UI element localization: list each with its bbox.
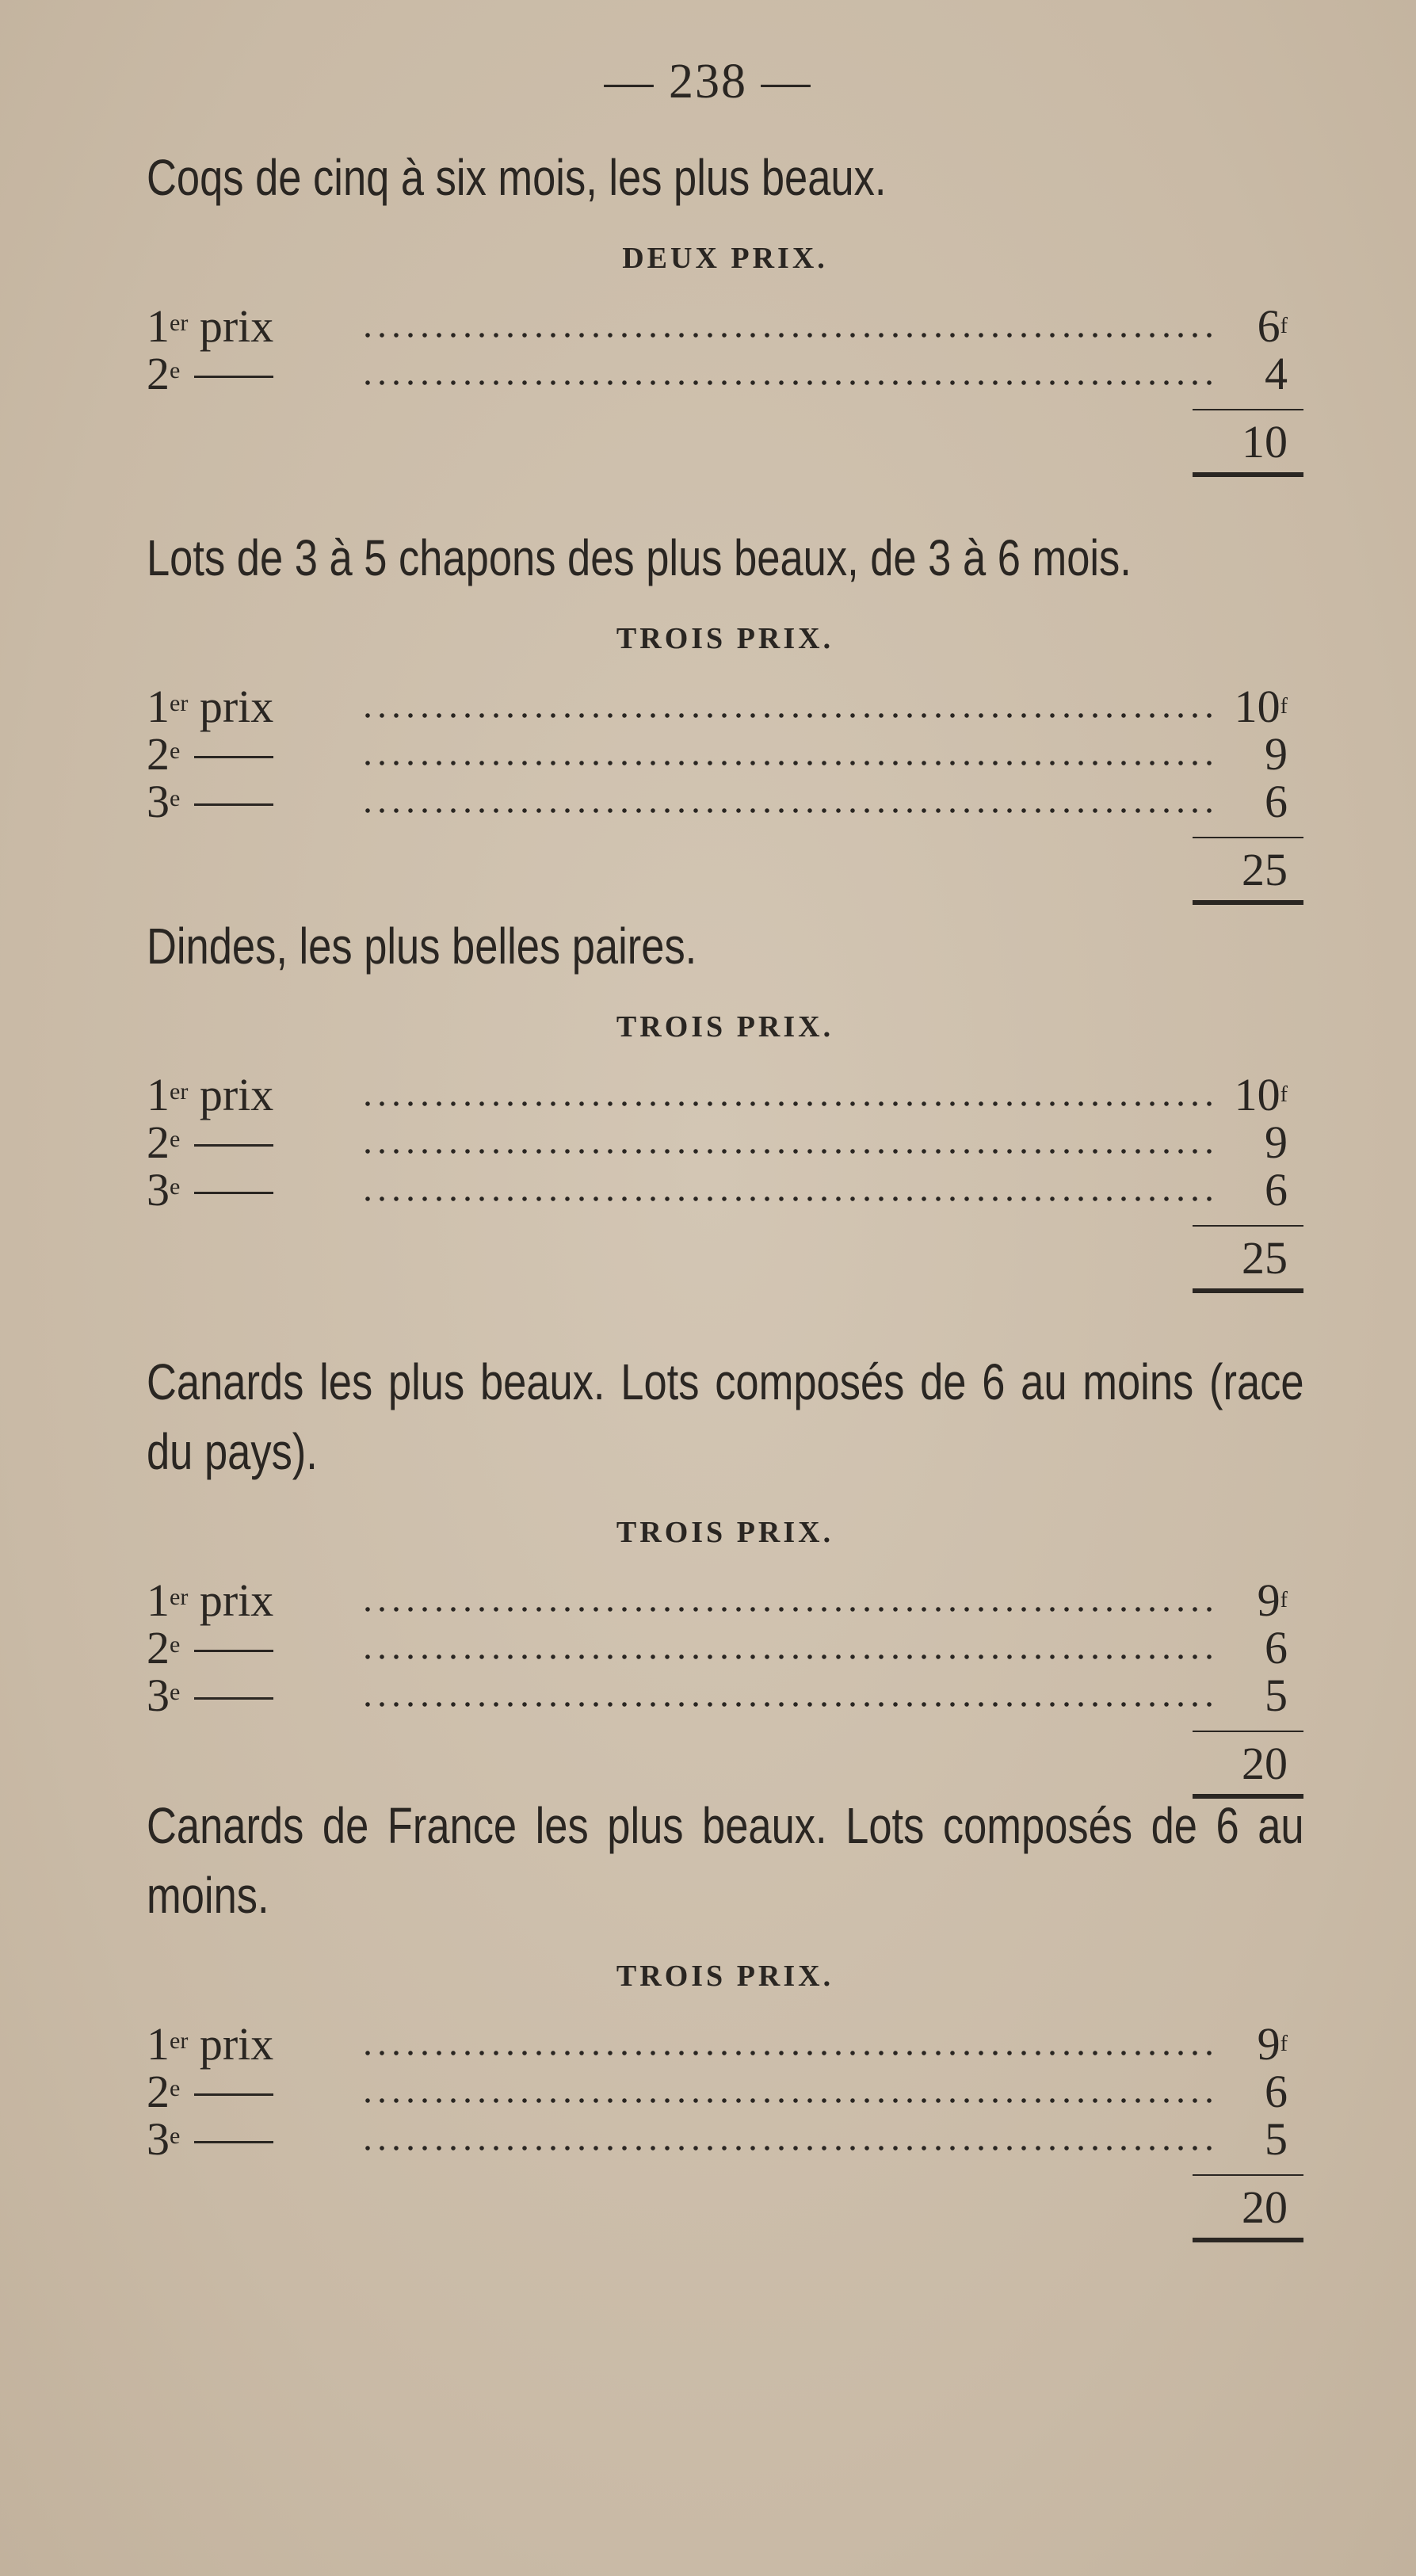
dot-leader: [361, 331, 1220, 339]
ditto-dash: [194, 2093, 273, 2096]
ditto-dash: [194, 756, 273, 758]
dot-leader: [361, 379, 1220, 387]
section-subheading: TROIS PRIX.: [616, 1516, 834, 1549]
section-heading: Lots de 3 à 5 chapons des plus beaux, de 3 à 6 mois.: [147, 529, 1132, 586]
section-subheading: TROIS PRIX.: [616, 622, 834, 655]
prize-amount: 5: [1265, 1670, 1288, 1721]
total-rule: [1193, 472, 1303, 477]
prize-amount: 6: [1265, 776, 1288, 827]
prize-row: [147, 1672, 1303, 1719]
section-heading: Coqs de cinq à six mois, les plus beaux.: [147, 149, 887, 206]
prize-amount: 6: [1265, 1622, 1288, 1673]
section-total: 25: [1242, 1232, 1288, 1284]
ditto-dash: [194, 1650, 273, 1652]
prize-rank: 2e: [147, 2068, 273, 2116]
total-rule: [1193, 900, 1303, 905]
prize-section: [147, 143, 1303, 467]
ditto-dash: [194, 1192, 273, 1194]
dot-leader: [361, 1195, 1220, 1203]
dot-leader: [361, 807, 1220, 815]
prize-rank: 3e: [147, 778, 273, 826]
prize-amount: 9: [1265, 1116, 1288, 1168]
prize-amount: 6: [1265, 1164, 1288, 1215]
prize-rows: [147, 300, 1303, 399]
section-total: 10: [1242, 416, 1288, 467]
prize-rank: 1er prix: [147, 1069, 274, 1120]
sum-rule: [1193, 2174, 1303, 2176]
prize-rank: 1er prix: [147, 300, 274, 352]
prize-amount: 10$^f$: [1234, 1069, 1288, 1120]
prize-row: [147, 683, 1303, 731]
ditto-dash: [194, 376, 273, 378]
ditto-dash: [194, 803, 273, 806]
prize-row: [147, 350, 1303, 398]
prize-rank: 1er prix: [147, 1574, 274, 1626]
sum-rule: [1193, 409, 1303, 410]
sum-rule: [1193, 837, 1303, 838]
prize-rank: 2e: [147, 731, 273, 778]
total-rule: [1193, 1288, 1303, 1293]
prize-amount: 6: [1265, 2066, 1288, 2117]
prize-row: [147, 1574, 1303, 1626]
dot-leader: [361, 2097, 1220, 2105]
dot-leader: [361, 2049, 1220, 2057]
ditto-dash: [194, 2141, 273, 2143]
prize-rank: 1er prix: [147, 2018, 274, 2070]
prize-rows: [147, 1071, 1303, 1214]
section-subheading: TROIS PRIX.: [616, 1960, 834, 1993]
section-heading: Canards les plus beaux. Lots composés de 6 au moins (race du pays).: [147, 1353, 1304, 1480]
prize-amount: 9: [1265, 728, 1288, 780]
prize-section: [147, 523, 1303, 895]
prize-rank: 3e: [147, 1166, 273, 1214]
prize-rank: 3e: [147, 1672, 273, 1719]
prize-row: [147, 1624, 1303, 1672]
ditto-dash: [194, 1697, 273, 1700]
dot-leader: [361, 712, 1220, 719]
prize-rank: 2e: [147, 1624, 273, 1672]
total-rule: [1193, 2238, 1303, 2242]
prize-amount: 5: [1265, 2113, 1288, 2165]
prize-section: [147, 1347, 1304, 1789]
prize-row: [147, 728, 1303, 780]
dot-leader: [361, 759, 1220, 767]
dot-leader: [361, 1700, 1220, 1708]
prize-amount: 9$^f$: [1257, 1574, 1288, 1626]
dot-leader: [361, 1605, 1220, 1613]
prize-row: [147, 1166, 1303, 1214]
prize-amount: 6$^f$: [1257, 300, 1288, 352]
prize-amount: 4: [1265, 348, 1288, 399]
dot-leader: [361, 1653, 1220, 1661]
prize-rank: 1er prix: [147, 681, 274, 732]
section-heading: Canards de France les plus beaux. Lots composés de 6 au moins.: [147, 1797, 1304, 1924]
prize-rows: [147, 683, 1303, 826]
prize-rank: 3e: [147, 2116, 273, 2163]
page-number: — 238 —: [604, 55, 812, 109]
prize-rank: 2e: [147, 350, 273, 398]
prize-rank: 2e: [147, 1119, 273, 1166]
sum-rule: [1193, 1731, 1303, 1732]
prize-row: [147, 2068, 1303, 2116]
section-total: 20: [1242, 2181, 1288, 2233]
section-subheading: DEUX PRIX.: [622, 242, 828, 275]
prize-row: [147, 1116, 1303, 1168]
prize-amount: 10$^f$: [1234, 681, 1288, 732]
section-subheading: TROIS PRIX.: [616, 1010, 834, 1044]
dot-leader: [361, 1100, 1220, 1108]
section-total: 20: [1242, 1738, 1288, 1789]
dot-leader: [361, 2144, 1220, 2152]
prize-rows: [147, 2018, 1303, 2165]
prize-amount: 9$^f$: [1257, 2018, 1288, 2070]
prize-row: [147, 300, 1303, 352]
prize-row: [147, 1071, 1303, 1119]
prize-section: [147, 911, 1303, 1284]
prize-section: [147, 1791, 1304, 2233]
prize-rows: [147, 1574, 1303, 1721]
prize-row: [147, 2113, 1303, 2165]
dot-leader: [361, 1147, 1220, 1155]
section-heading: Dindes, les plus belles paires.: [147, 918, 697, 975]
section-total: 25: [1242, 844, 1288, 895]
prize-row: [147, 2018, 1303, 2070]
prize-row: [147, 778, 1303, 826]
ditto-dash: [194, 1144, 273, 1147]
sum-rule: [1193, 1225, 1303, 1227]
